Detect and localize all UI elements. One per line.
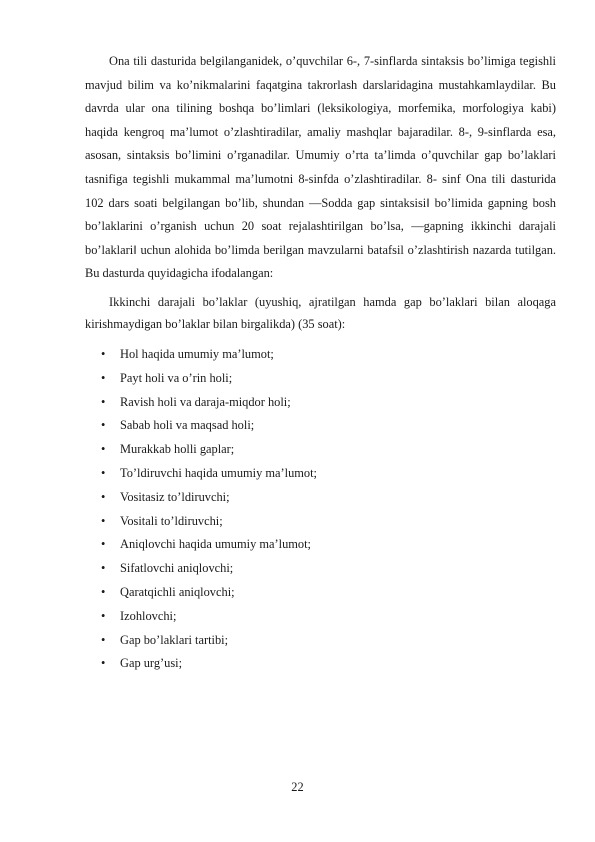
bullet-icon: • [101, 656, 106, 671]
bullet-icon: • [101, 584, 106, 599]
list-item [85, 391, 556, 415]
list-item [85, 462, 556, 486]
bullet-icon: • [101, 394, 106, 409]
bullet-icon: • [101, 513, 106, 528]
list-item-text: Sabab holi va maqsad holi; [120, 418, 255, 433]
list-item [85, 438, 556, 462]
list-item-text: Vositali to’ldiruvchi; [120, 513, 223, 528]
bullet-icon: • [101, 370, 106, 385]
list-item [85, 510, 556, 534]
list-item [85, 557, 556, 581]
list-item [85, 414, 556, 438]
list-item-text: Izohlovchi; [120, 608, 177, 623]
list-item-text: Murakkab holli gaplar; [120, 442, 235, 457]
list-item [85, 533, 556, 557]
list-item [85, 343, 556, 367]
list-item-text: To’ldiruvchi haqida umumiy ma’lumot; [120, 465, 318, 480]
topic-list [85, 343, 556, 676]
bullet-icon: • [101, 632, 106, 647]
bullet-icon: • [101, 465, 106, 480]
list-item [85, 581, 556, 605]
bullet-icon: • [101, 561, 106, 576]
list-item-text: Ravish holi va daraja-miqdor holi; [120, 394, 291, 409]
second-paragraph: Ikkinchi darajali bo’laklar (uyushiq, ajratilgan hamda gap bo’laklari bilan aloqaga kirishmaydigan bo’laklar bilan birgalikda) (35 soat): [85, 294, 556, 331]
list-item-text: Gap bo’laklari tartibi; [120, 632, 229, 647]
list-item-text: Qaratqichli aniqlovchi; [120, 584, 235, 599]
list-item-text: Vositasiz to’ldiruvchi; [120, 489, 230, 504]
bullet-icon: • [101, 537, 106, 552]
intro-paragraph: Ona tili dasturida belgilanganidek, o’quvchilar 6-, 7-sinflarda sintaksis bo’limiga tegishli mavjud bilim va ko’nikmalarini faqatgina takrorlash darslaridagina mustahkamlaydilar. Bu davrda ular ona tilining boshqa bo’limlari (leksikologiya, morfemika, morfologiya kabi) haqida kengroq ma’lumot o’zlashtiradilar, amaliy mashqlar bajaradilar. 8-, 9-sinflarda esa, asosan, sintaksis bo’limini o’rganadilar. Umumiy o’rta ta’limda o’quvchilar gap bo’laklari tasnifiga tegishli mukammal ma’lumotni 8-sinfda o’zlashtiradilar. 8- sinf Ona tili dasturida 102 dars soati belgilangan bo’lib, shundan ―Sodda gap sintaksisi‖ bo’limida gapning bosh bo’laklarini o’rganish uchun 20 soat rejalashtirilgan bo’lsa, ―gapning ikkinchi darajali bo’laklari‖ uchun alohida bo’limda berilgan mavzularni batafsil o’zlashtirish nazarda tutilgan. Bu dasturda quyidagicha ifodalangan: [85, 54, 556, 281]
list-item-text: Payt holi va o’rin holi; [120, 370, 233, 385]
list-item [85, 652, 556, 676]
list-item-text: Sifatlovchi aniqlovchi; [120, 561, 234, 576]
list-item [85, 486, 556, 510]
page-content [85, 50, 556, 676]
list-item [85, 629, 556, 653]
bullet-icon: • [101, 442, 106, 457]
list-item-text: Aniqlovchi haqida umumiy ma’lumot; [120, 537, 311, 552]
list-item-text: Gap urg’usi; [120, 656, 183, 671]
list-item [85, 605, 556, 629]
list-item [85, 367, 556, 391]
page-number: 22 [291, 780, 304, 794]
bullet-icon: • [101, 608, 106, 623]
bullet-icon: • [101, 489, 106, 504]
bullet-icon: • [101, 346, 106, 361]
bullet-icon: • [101, 418, 106, 433]
list-item-text: Hol haqida umumiy ma’lumot; [120, 346, 274, 361]
